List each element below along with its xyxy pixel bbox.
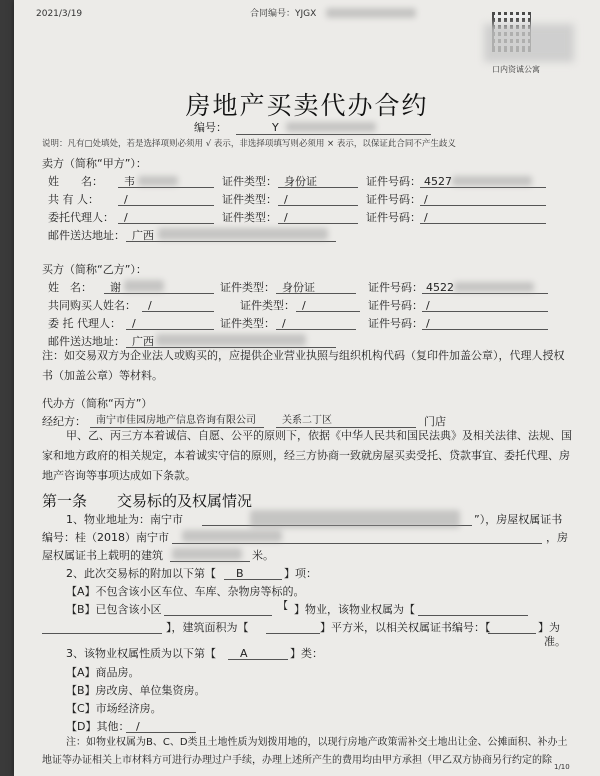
underline [224,579,282,580]
underline [418,615,528,616]
item3-suffix: 】类： [290,647,323,660]
seller-id-no-label: 证件号码： [366,175,421,188]
buyer-address-value: 广西 [132,335,154,348]
buyer-coowner-value: / [148,299,152,312]
company-note: 口内资诚公寓 [492,65,540,74]
agent-shop-suffix: 门店 [424,415,446,428]
seller-coowner-type-value: / [284,193,288,206]
underline [420,205,546,206]
page-title: 房地产买卖代办合约 [185,91,429,120]
contract-number-header: 合同编号：YJGX [250,9,317,19]
item3-option-a: 【A】商品房。 [66,666,140,679]
number-label: 编号： [194,121,227,134]
agent-branch-value: 关系二丁区 [282,415,332,426]
buyer-coowner-type-value: / [302,299,306,312]
redacted-area [156,334,306,346]
buyer-heading: 买方（简称“乙方”）： [42,263,147,276]
underline [276,329,356,330]
item2-value: B [236,567,244,580]
agent-shop-value: 南宁市佳园房地产信息咨询有限公司 [96,415,256,426]
seller-agent-label: 委托代理人： [48,211,114,224]
item3-option-b: 【B】房改房、单位集资房。 [66,684,206,697]
seller-id-type-label: 证件类型： [222,175,277,188]
redacted-area [484,24,574,62]
property-address-label: 1、物业地址为：南宁市 [66,513,183,526]
redacted-area [454,282,534,292]
seller-agent-no-value: / [424,211,428,224]
underline [172,543,542,544]
seller-name-label: 姓 名： [48,175,103,188]
property-address-suffix: ”），房屋权属证书 [474,513,563,526]
certificate-no-label: 编号：桂（2018）南宁市 [42,531,169,544]
seller-agent-type-label: 证件类型： [222,211,277,224]
article-1-heading: 第一条 交易标的及权属情况 [42,492,253,510]
underline [420,223,546,224]
underline [142,311,214,312]
seller-heading: 卖方（简称“甲方”）： [42,157,147,170]
underline [236,134,431,135]
redacted-area [124,280,164,292]
buyer-name-label: 姓 名： [48,281,92,294]
underline [422,311,548,312]
agent-shop-label: 经纪方： [42,415,86,428]
buyer-name-value: 谢 [110,281,121,294]
item3-text: 3、该物业权属性质为以下第【 [66,647,216,660]
seller-address-label: 邮件送达地址： [48,229,125,242]
underline [118,223,214,224]
intro-paragraph: 甲、乙、丙三方本着诚信、自愿、公平的原则下，依据《中华人民共和国民法典》及相关法律、法规、国家和地方政府的相关规定，本着诚实守信的原则，经三方协商一致就房屋买卖受托、贷款事宜、委托代理、房地产咨询等事项达成如下条款。 [42,429,572,482]
contract-page [14,0,600,776]
underline [228,659,288,660]
item2-option-b-area-label: 】，建筑面积为【 [166,621,249,634]
redacted-area [250,510,460,528]
buyer-agent-type-value: / [282,317,286,330]
underline [164,615,272,616]
item3-option-c: 【C】市场经济房。 [66,702,162,715]
item2-text: 2、此次交易标的附加以下第【 [66,567,216,580]
buyer-address-label: 邮件送达地址： [48,335,125,348]
underline [42,633,162,634]
building-area-label: 屋权属证书上载明的建筑 [42,549,163,562]
print-date: 2021/3/19 [36,9,83,19]
underline [266,633,320,634]
seller-agent-no-label: 证件号码： [366,211,421,224]
buyer-coowner-no-value: / [426,299,430,312]
seller-coowner-no-label: 证件号码： [366,193,421,206]
buyer-id-type-label: 证件类型： [220,281,275,294]
buyer-coowner-no-label: 证件号码： [368,299,423,312]
redacted-area [158,228,328,240]
building-area-suffix: 米。 [252,549,274,562]
buyer-agent-no-label: 证件号码： [368,317,423,330]
seller-agent-type-value: / [284,211,288,224]
underline [170,561,250,562]
item2-option-b-end: 准。 [544,635,566,648]
seller-coowner-value: / [124,193,128,206]
underline [278,223,358,224]
seller-address-value: 广西 [132,229,154,242]
buyer-id-no-label: 证件号码： [368,281,423,294]
footer-paragraph: 注：如物业权属为B、C、D类且土地性质为划拨用地的，以现行房地产政策需补交土地出让金、公摊面积、补办土地证等办证相关上市材料方可进行办理过户手续，办理上述所产生的费用均由甲方承担（甲乙双方协商另行约定的除 [42,737,568,766]
item2-option-b-mid: 】物业，该物业权属为【 [294,603,415,616]
seller-coowner-no-value: / [424,193,428,206]
redacted-area [138,176,178,186]
item3-value: A [240,647,248,660]
item2-suffix: 】项： [284,567,317,580]
seller-coowner-type-label: 证件类型： [222,193,277,206]
underline [488,633,536,634]
redacted-area [286,122,376,132]
buyer-agent-label: 委 托 代理人： [48,317,121,330]
buyer-agent-value: / [132,317,136,330]
buyer-agent-type-label: 证件类型： [220,317,275,330]
agent-party-heading: 代办方（简称“丙方”） [42,397,153,410]
item2-option-a: 【A】不包含该小区车位、车库、杂物房等标的。 [66,585,305,598]
buyer-agent-no-value: / [426,317,430,330]
buyer-coowner-label: 共同购买人姓名： [48,299,136,312]
redacted-area [326,8,416,18]
item2-option-b-suffix: 】为 [538,621,560,634]
buyer-coowner-type-label: 证件类型： [240,299,295,312]
notice-text: 说明：凡有□处填处，若是选择项则必须用 √ 表示，非选择项填写则必须用 × 表示，以保证此合同不产生歧义 [42,139,456,149]
buyer-id-no-value: 4522 [426,281,454,294]
bracket-open: 【 [278,601,288,612]
seller-coowner-label: 共 有 人： [48,193,99,206]
underline [422,329,548,330]
redacted-area [182,530,282,542]
underline [126,329,214,330]
certificate-no-suffix: ，房 [546,531,568,544]
underline [126,241,336,242]
redacted-area [452,176,532,186]
seller-id-no-value: 4527 [424,175,452,188]
item2-option-b-cert-label: 】平方米，以相关权属证书编号：【 [320,621,491,634]
page-number: 1/10 [554,763,570,771]
item3-option-d-value: / [136,720,140,733]
number-value: Y [272,121,279,134]
seller-agent-value: / [124,211,128,224]
item2-option-b: 【B】已包含该小区 [66,603,162,616]
seller-name-value: 韦 [124,175,135,188]
note-paragraph: 注：如交易双方为企业法人或购买的，应提供企业营业执照与组织机构代码（复印件加盖公章），代理人授权书（加盖公章）等材料。 [42,349,565,382]
seller-id-type-value: 身份证 [284,175,317,188]
buyer-id-type-value: 身份证 [282,281,315,294]
underline [118,205,214,206]
item3-option-d: 【D】其他： [66,720,130,733]
redacted-area [172,548,242,560]
underline [278,205,358,206]
